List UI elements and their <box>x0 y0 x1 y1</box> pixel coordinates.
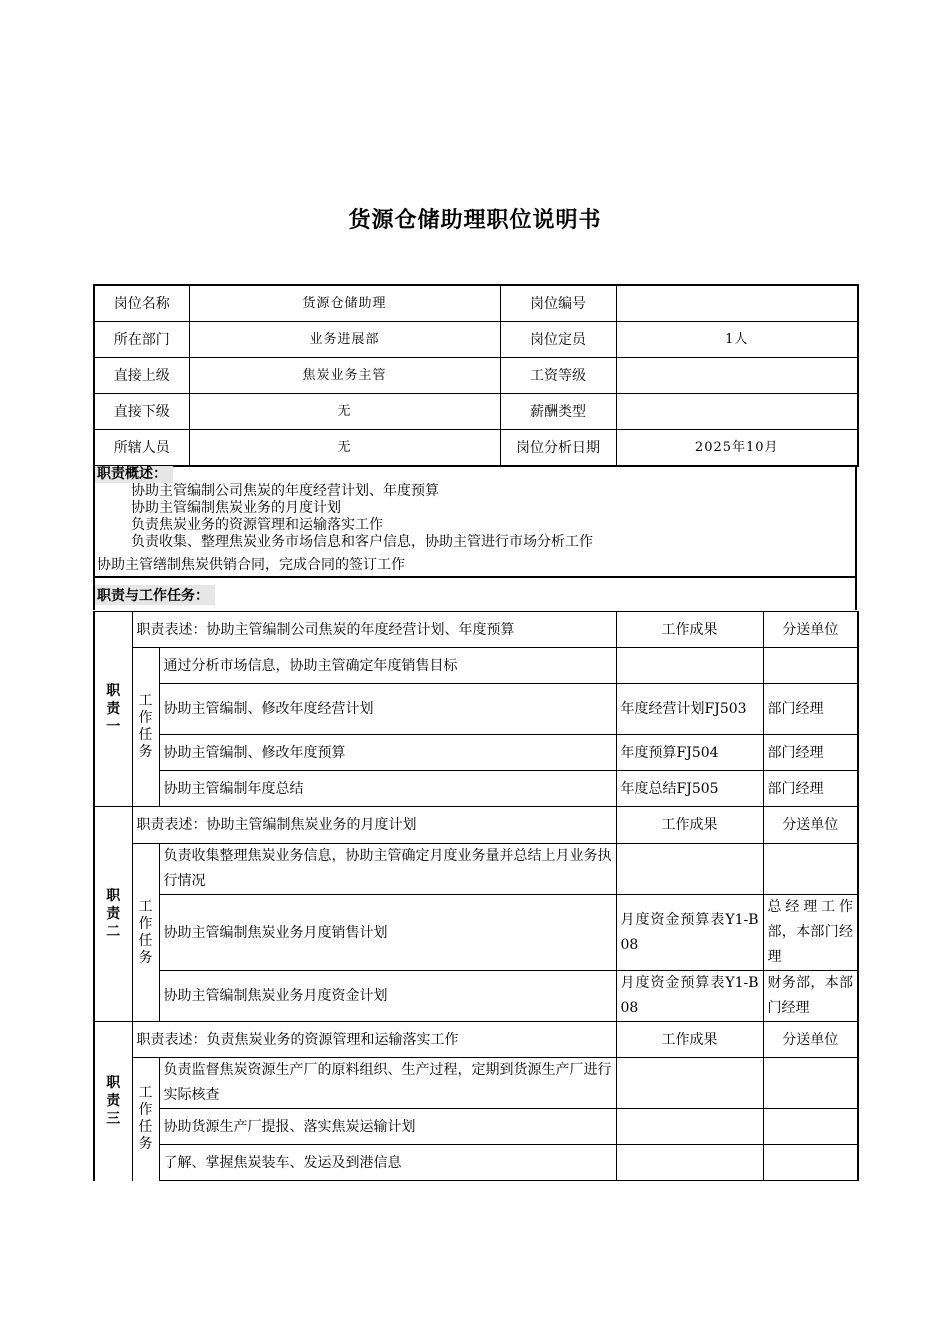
duties-table <box>93 611 859 1181</box>
info-value: 业务进展部 <box>189 322 500 358</box>
task-label: 工 作 任 务 <box>132 1058 159 1181</box>
info-value: 货源仓储助理 <box>189 285 500 322</box>
task-row <box>94 1109 858 1145</box>
task-label: 工 作 任 务 <box>132 648 159 807</box>
duties-heading-bar <box>93 577 857 610</box>
duty-statement: 职责表述：协助主管编制公司焦炭的年度经营计划、年度预算 <box>132 612 616 648</box>
info-value <box>616 285 858 322</box>
dest-header: 分送单位 <box>763 612 858 648</box>
result-header: 工作成果 <box>616 612 763 648</box>
task-text: 负责收集整理焦炭业务信息，协助主管确定月度业务量并总结上月业务执行情况 <box>159 844 616 895</box>
info-row <box>94 322 858 358</box>
info-label: 所在部门 <box>94 322 189 358</box>
task-result <box>616 1145 763 1181</box>
task-result: 月度资金预算表Y1-B08 <box>616 971 763 1022</box>
task-text: 协助货源生产厂提报、落实焦炭运输计划 <box>159 1109 616 1145</box>
task-row <box>94 895 858 971</box>
info-label: 岗位名称 <box>94 285 189 322</box>
task-dest: 部门经理 <box>763 735 858 771</box>
task-result: 年度经营计划FJ503 <box>616 684 763 735</box>
duty-summary <box>93 465 857 578</box>
duty-name: 职 责 二 <box>94 807 132 1022</box>
info-label: 直接上级 <box>94 358 189 394</box>
task-text: 协助主管编制焦炭业务月度销售计划 <box>159 895 616 971</box>
task-text: 负责监督焦炭资源生产厂的原料组织、生产过程，定期到货源生产厂进行实际核查 <box>159 1058 616 1109</box>
info-value <box>616 394 858 430</box>
info-label: 岗位定员 <box>500 322 616 358</box>
task-result: 年度总结FJ505 <box>616 771 763 807</box>
duties-heading: 职责与工作任务： <box>95 585 215 605</box>
info-row <box>94 430 858 467</box>
info-value: 2025年10月 <box>616 430 858 467</box>
info-label: 岗位编号 <box>500 285 616 322</box>
task-row <box>94 735 858 771</box>
task-result: 月度资金预算表Y1-B08 <box>616 895 763 971</box>
info-label: 直接下级 <box>94 394 189 430</box>
task-row <box>94 971 858 1022</box>
summary-heading: 职责概述： <box>95 466 173 483</box>
task-row <box>94 771 858 807</box>
task-result <box>616 648 763 684</box>
duty-statement-row <box>94 807 858 844</box>
task-dest <box>763 844 858 895</box>
task-dest: 部门经理 <box>763 684 858 735</box>
summary-item: 协助主管缮制焦炭供销合同，完成合同的签订工作 <box>97 557 405 573</box>
task-dest <box>763 1058 858 1109</box>
duty-statement-row <box>94 612 858 648</box>
result-header: 工作成果 <box>616 807 763 844</box>
info-label: 岗位分析日期 <box>500 430 616 467</box>
info-value: 1人 <box>616 322 858 358</box>
info-label: 工资等级 <box>500 358 616 394</box>
task-text: 协助主管编制、修改年度经营计划 <box>159 684 616 735</box>
task-row <box>94 1058 858 1109</box>
info-row <box>94 358 858 394</box>
task-dest <box>763 648 858 684</box>
summary-item: 负责收集、整理焦炭业务市场信息和客户信息，协助主管进行市场分析工作 <box>131 534 593 550</box>
info-row <box>94 394 858 430</box>
task-dest <box>763 1109 858 1145</box>
summary-item: 协助主管编制焦炭业务的月度计划 <box>131 500 341 516</box>
duty-statement: 职责表述：负责焦炭业务的资源管理和运输落实工作 <box>132 1022 616 1058</box>
task-text: 协助主管编制焦炭业务月度资金计划 <box>159 971 616 1022</box>
duty-name: 职 责 一 <box>94 612 132 807</box>
info-value: 无 <box>189 394 500 430</box>
info-value: 无 <box>189 430 500 467</box>
summary-item: 协助主管编制公司焦炭的年度经营计划、年度预算 <box>131 483 439 499</box>
task-result <box>616 844 763 895</box>
duty-statement-row <box>94 1022 858 1058</box>
task-row <box>94 1145 858 1181</box>
info-value <box>616 358 858 394</box>
task-text: 协助主管编制、修改年度预算 <box>159 735 616 771</box>
result-header: 工作成果 <box>616 1022 763 1058</box>
task-text: 协助主管编制年度总结 <box>159 771 616 807</box>
task-dest: 总经理工作部，本部门经理 <box>763 895 858 971</box>
task-dest <box>763 1145 858 1181</box>
task-row <box>94 648 858 684</box>
task-result <box>616 1058 763 1109</box>
summary-item: 负责焦炭业务的资源管理和运输落实工作 <box>131 517 383 533</box>
dest-header: 分送单位 <box>763 807 858 844</box>
dest-header: 分送单位 <box>763 1022 858 1058</box>
task-dest: 财务部，本部门经理 <box>763 971 858 1022</box>
info-label: 所辖人员 <box>94 430 189 467</box>
task-result <box>616 1109 763 1145</box>
task-row <box>94 684 858 735</box>
task-dest: 部门经理 <box>763 771 858 807</box>
job-info-table <box>93 284 859 467</box>
info-value: 焦炭业务主管 <box>189 358 500 394</box>
duty-name: 职 责 三 <box>94 1022 132 1181</box>
task-result: 年度预算FJ504 <box>616 735 763 771</box>
task-row <box>94 844 858 895</box>
duty-statement: 职责表述：协助主管编制焦炭业务的月度计划 <box>132 807 616 844</box>
page-title: 货源仓储助理职位说明书 <box>348 207 602 233</box>
info-label: 薪酬类型 <box>500 394 616 430</box>
info-row <box>94 285 858 322</box>
task-label: 工 作 任 务 <box>132 844 159 1022</box>
task-text: 通过分析市场信息，协助主管确定年度销售目标 <box>159 648 616 684</box>
task-text: 了解、掌握焦炭装车、发运及到港信息 <box>159 1145 616 1181</box>
